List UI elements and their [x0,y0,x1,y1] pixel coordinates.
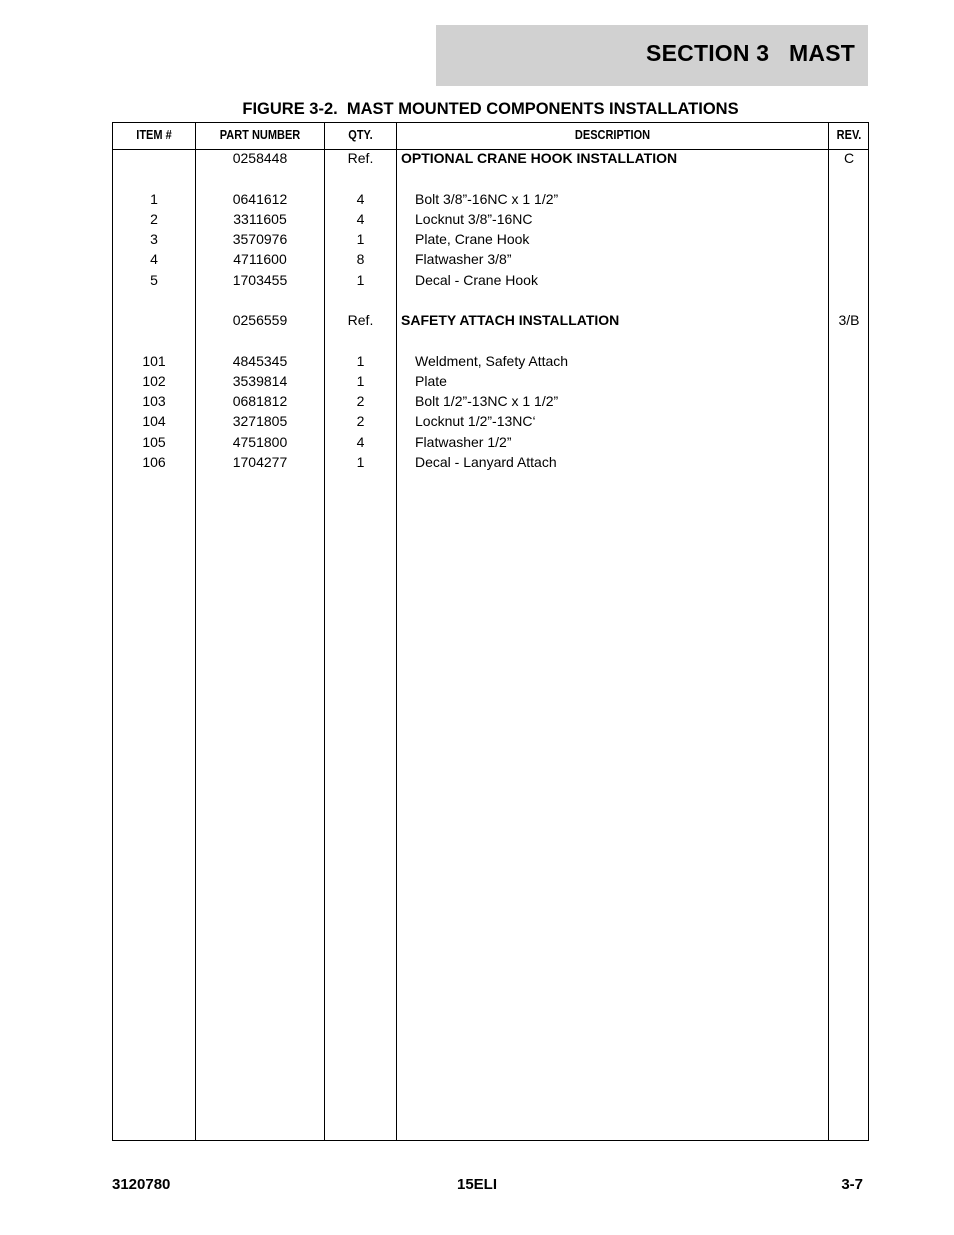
description: Locknut 3/8”-16NC [415,211,533,227]
revision [829,270,869,290]
revision [829,209,869,229]
part-number: 0641612 [232,191,288,207]
revision [829,371,869,391]
quantity: 4 [356,211,365,227]
item-number: 3 [150,231,158,247]
revision [829,391,869,411]
description: Weldment, Safety Attach [415,353,569,369]
figure-title: FIGURE 3-2. MAST MOUNTED COMPONENTS INSTALLATIONS [242,100,739,118]
item-number: 103 [142,393,166,409]
section-banner [436,25,868,86]
revision [829,432,869,452]
item-number: 102 [142,373,166,389]
quantity: 2 [356,413,365,429]
quantity: 1 [356,272,365,288]
description: Decal - Lanyard Attach [415,454,557,470]
description: Bolt 1/2”-13NC x 1 1/2” [415,393,559,409]
item-number: 2 [150,211,158,227]
footer-document-number: 3120780 [112,1176,171,1193]
description: Decal - Crane Hook [415,272,538,288]
quantity: 1 [356,353,365,369]
description: Locknut 1/2”-13NC‘ [415,413,536,429]
item-number [113,310,195,330]
column-header-rev: REV. [836,128,862,142]
quantity: 2 [356,393,365,409]
footer-page-number: 3-7 [841,1176,863,1193]
part-number: 0681812 [232,393,288,409]
part-number: 0256559 [232,312,288,328]
quantity: Ref. [347,312,374,328]
description: Flatwasher 3/8” [415,251,512,267]
revision: 3/B [838,312,860,328]
quantity: 1 [356,454,365,470]
item-number: 106 [142,454,166,470]
quantity: 1 [356,373,365,389]
item-number: 104 [142,413,166,429]
part-number: 4845345 [232,353,288,369]
quantity: 8 [356,251,365,267]
item-number: 1 [150,191,158,207]
quantity: 4 [356,191,365,207]
item-number [113,148,195,168]
part-number: 0258448 [232,150,288,166]
description: SAFETY ATTACH INSTALLATION [401,312,620,328]
column-header-description: DESCRIPTION [574,128,651,142]
part-number: 3311605 [233,211,287,227]
parts-table [112,122,869,1141]
item-number: 105 [142,434,166,450]
column-divider [396,123,397,1140]
footer-model: 15ELI [456,1176,498,1193]
part-number: 4751800 [232,434,288,450]
item-number: 4 [150,251,158,267]
part-number: 1703455 [232,272,288,288]
revision [829,229,869,249]
revision [829,452,869,472]
revision [829,351,869,371]
column-header-qty: QTY. [348,128,373,142]
description: Plate [415,373,447,389]
section-title: SECTION 3 MAST [646,40,855,66]
revision [829,249,869,269]
part-number: 3570976 [232,231,288,247]
column-header-item: ITEM # [136,128,172,142]
quantity: 1 [356,231,365,247]
description: Bolt 3/8”-16NC x 1 1/2” [415,191,559,207]
description: Plate, Crane Hook [415,231,530,247]
revision: C [843,150,855,166]
quantity: 4 [356,434,365,450]
revision [829,189,869,209]
item-number: 101 [142,353,166,369]
column-header-part-number: PART NUMBER [219,128,301,142]
part-number: 3271805 [232,413,288,429]
item-number: 5 [150,272,158,288]
description: Flatwasher 1/2” [415,434,512,450]
quantity: Ref. [347,150,374,166]
part-number: 4711600 [233,251,287,267]
part-number: 3539814 [232,373,288,389]
description: OPTIONAL CRANE HOOK INSTALLATION [401,150,678,166]
revision [829,411,869,431]
part-number: 1704277 [232,454,288,470]
